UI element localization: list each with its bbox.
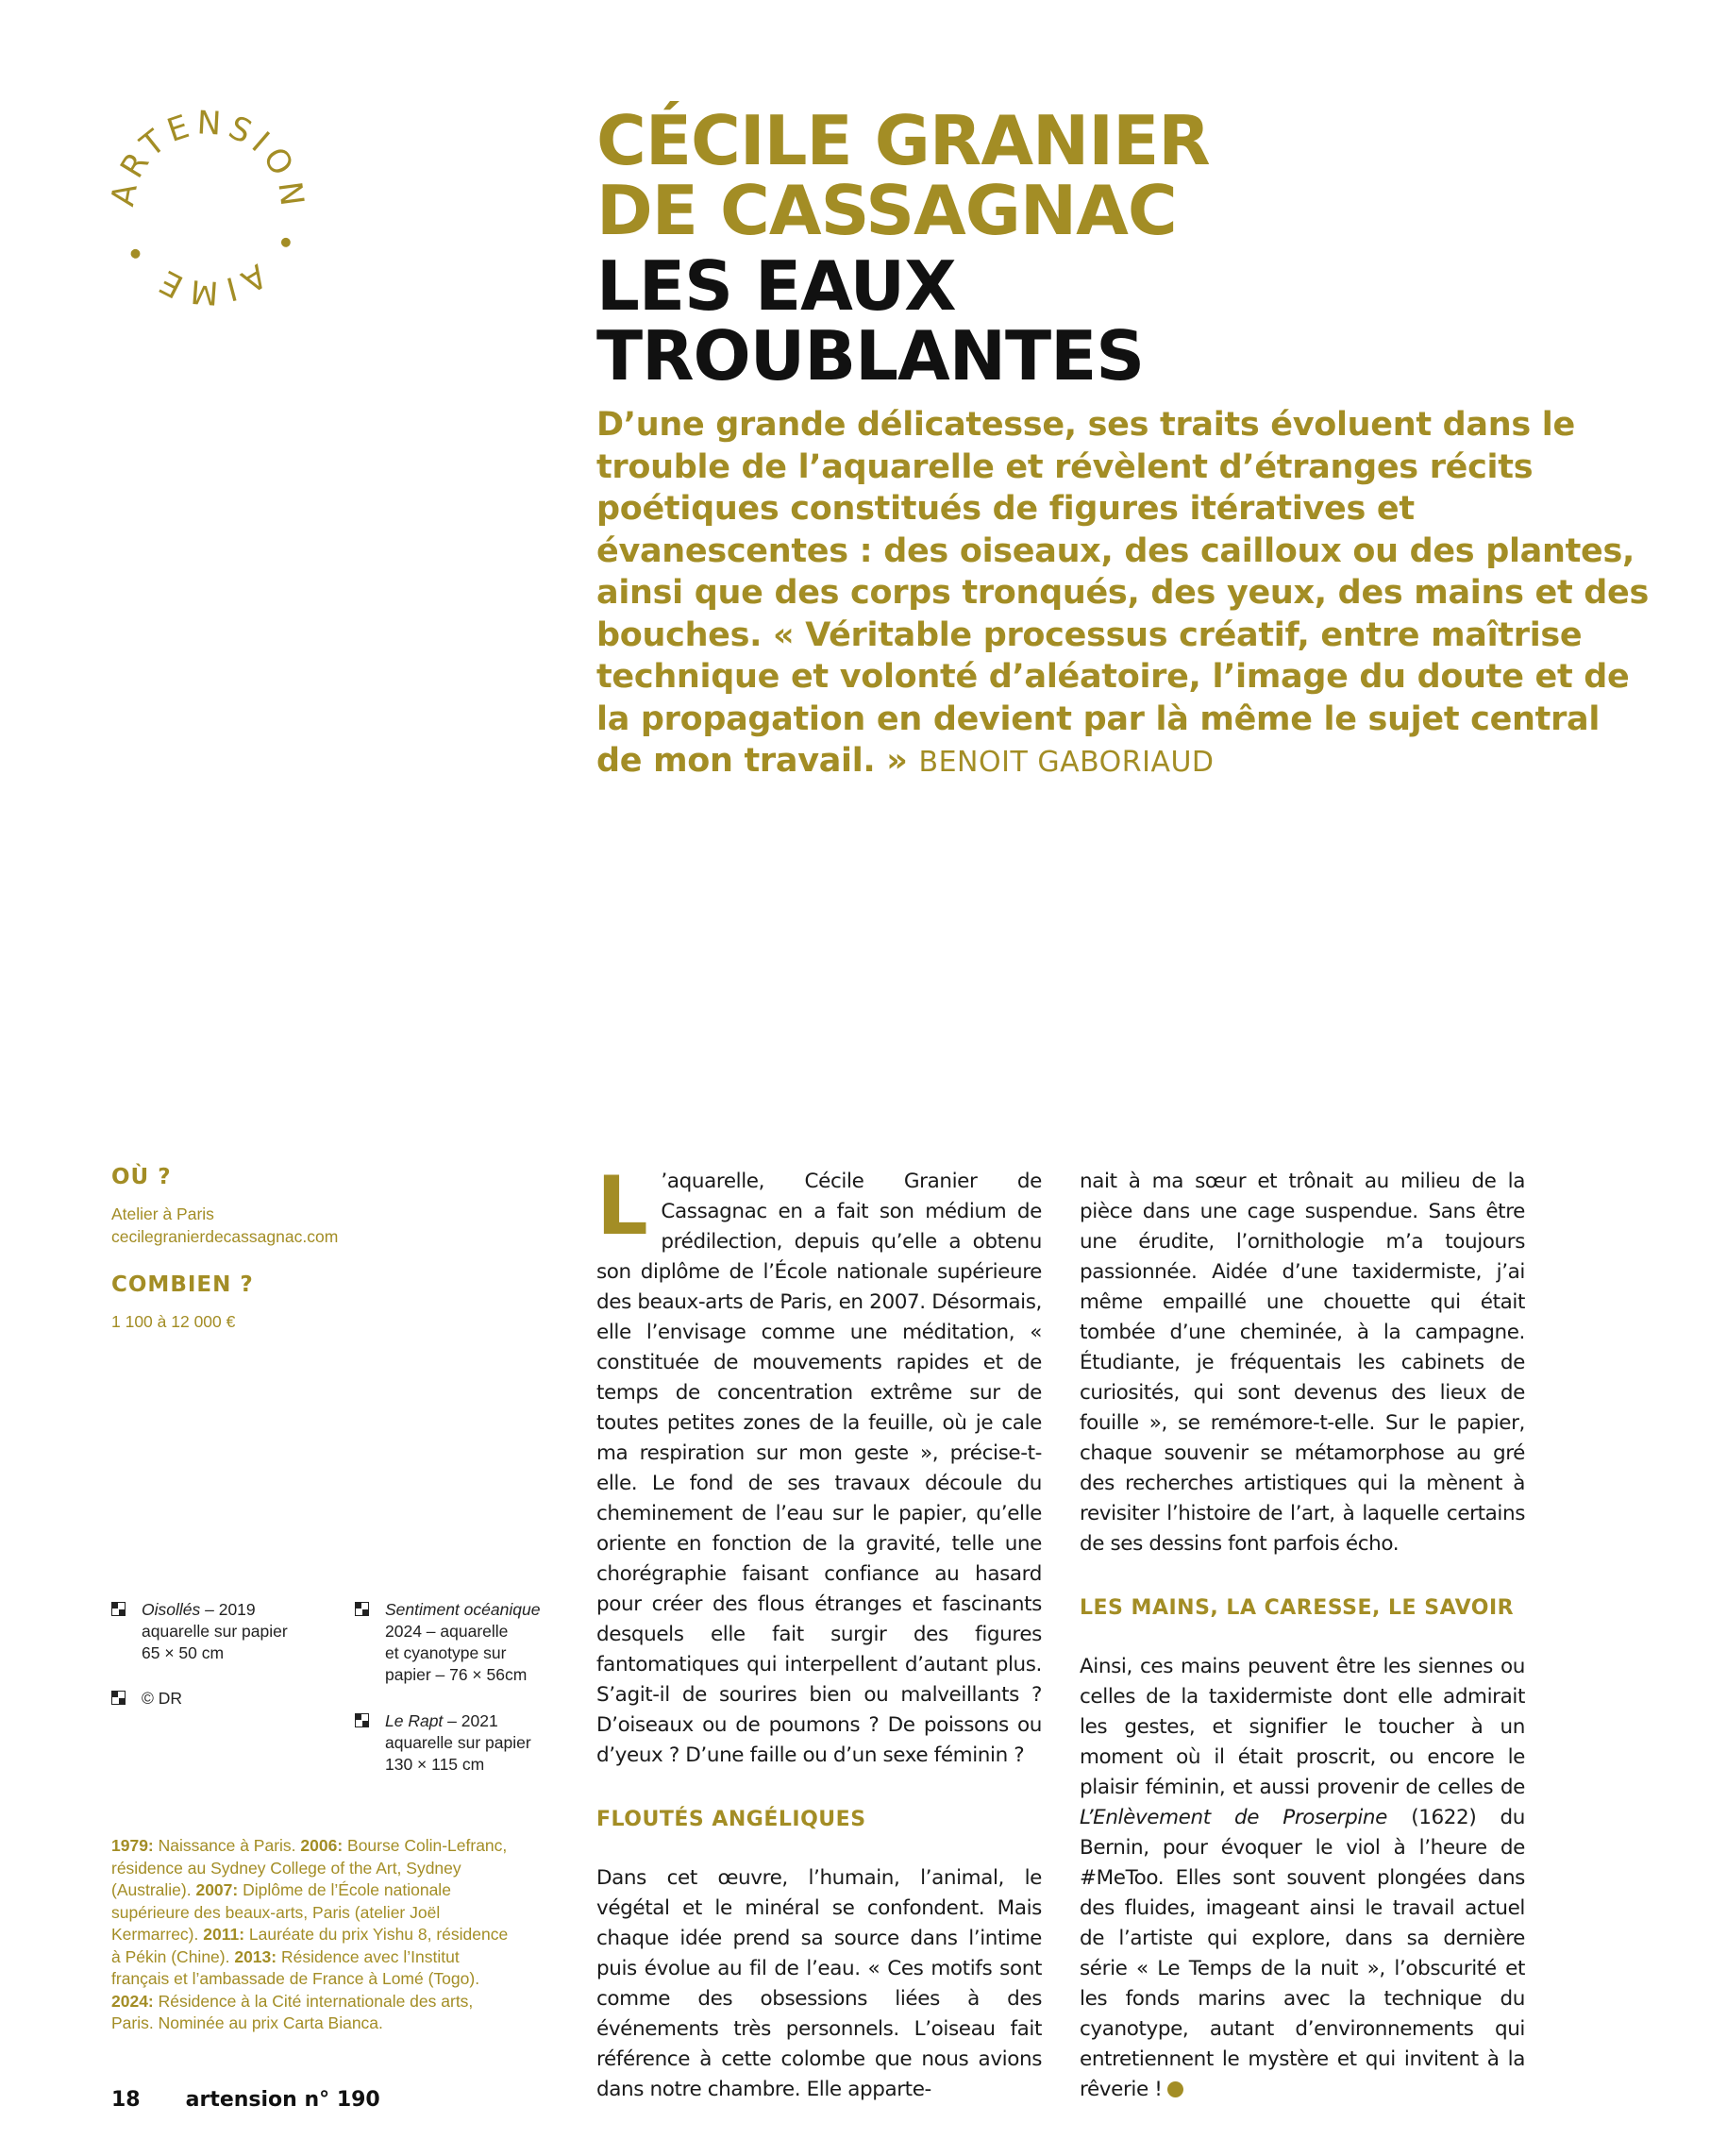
bio-entry: Naissance à Paris.	[153, 1836, 301, 1855]
image-position-icon	[111, 1602, 126, 1616]
paragraph-text: Ainsi, ces mains peuvent être les siennes ou celles de la taxidermiste dont elle admirait les gestes, et signifier le toucher à un moment où il était proscrit, ou encore le plaisir féminin, et aussi provenir de celles de	[1080, 1655, 1525, 1799]
subheading: FLOUTÉS ANGÉLIQUES	[596, 1808, 866, 1831]
image-caption	[355, 1710, 562, 1776]
image-credit	[111, 1688, 338, 1710]
caption-line: 2024 – aquarelle	[385, 1622, 509, 1641]
article-paragraph	[1080, 1652, 1525, 2105]
article-title	[596, 246, 1653, 396]
artist-name-line1: CÉCILE GRANIER	[596, 101, 1210, 180]
image-position-icon	[355, 1713, 369, 1727]
image-position-icon	[111, 1691, 126, 1705]
artwork-title: L’Enlèvement de Proserpine	[1080, 1806, 1387, 1829]
page-number: 18	[111, 2088, 141, 2112]
caption-line: et cyanotype sur	[385, 1643, 507, 1662]
article-column-2	[1080, 1167, 1525, 2105]
caption-line: aquarelle sur papier	[385, 1733, 531, 1752]
page-footer	[111, 2088, 380, 2112]
logo-text: ARTENSION • AIME •	[104, 104, 312, 312]
article-paragraph: nait à ma sœur et trônait au milieu de la pièce dans une cage suspendue. Sans être une érudite, l’ornithologie m’a toujours passionnée. Aidée d’une taxidermiste, j’ai même empaillé une chouette qui était tombée d’une cheminée, à la campagne. Étudiante, je fréquentais les cabinets de curiosités, qui sont devenus des lieux de fouille », se remémore-t-elle. Sur le papier, chaque souvenir se métamorphose au gré des recherches artistiques qui la mènent à revisiter l’histoire de l’art, à laquelle certains de ses dessins font parfois écho.	[1080, 1170, 1525, 1556]
subheading: LES MAINS, LA CARESSE, LE SAVOIR	[1080, 1596, 1515, 1620]
credit-text: © DR	[142, 1689, 183, 1708]
article-paragraph: Dans cet œuvre, l’humain, l’animal, le végétal et le minéral se confondent. Mais chaque idée prend sa source dans l’intime puis évolue au fil de l’eau. « Ces motifs sont comme des obsessions liées à des événements très personnels. L’oiseau fait référence à cette colombe que nous avions dans notre chambre. Elle apparte-	[596, 1866, 1042, 2101]
image-caption	[111, 1599, 338, 1664]
caption-title: Sentiment océanique	[385, 1600, 541, 1619]
image-position-icon	[355, 1602, 369, 1616]
paragraph-text: (1622) du Bernin, pour évoquer le viol à l’heure de #MeToo. Elles sont souvent plongées dans des fluides, imageant ainsi le travail actuel de l’artiste qui explore, dans sa dernière série « Le Temps de la nuit », l’obscurité et les fonds marins avec la technique du cyanotype, autant d’environnements qui entretiennent le mystère et qui invitent à la rêverie !	[1080, 1806, 1526, 2101]
info-box	[111, 1165, 536, 1333]
caption-line: 65 × 50 cm	[142, 1643, 225, 1662]
bio-year: 2006:	[300, 1836, 344, 1855]
caption-title: Oisollés	[142, 1600, 201, 1619]
lede-text: D’une grande délicatesse, ses traits évoluent dans le trouble de l’aquarelle et révèlent d’étranges récits poétiques constitués de figures itératives et évanescentes : des oiseaux, des cailloux ou des plantes, ainsi que des corps tronqués, des yeux, des mains et des bouches. « Véritable processus créatif, entre maîtrise technique et volonté d’aléatoire, l’image du doute et de la propagation en devient par là même le sujet central de mon travail. »	[596, 406, 1649, 780]
bio-entry: Résidence à la Cité internationale des arts, Paris. Nominée au prix Carta Bianca.	[111, 1991, 474, 2032]
bio-entry: Lauréate du prix Yishu 8, résidence à Pékin (Chine).	[111, 1925, 509, 1966]
end-mark-icon	[1167, 2081, 1183, 2097]
lede	[596, 404, 1653, 784]
bio-entry: Résidence avec l’Institut français et l’ambassade de France à Lomé (Togo).	[111, 1946, 480, 1988]
where-heading: OÙ ?	[111, 1165, 172, 1189]
caption-line: 130 × 115 cm	[385, 1755, 485, 1774]
caption-title: Le Rapt	[385, 1711, 444, 1730]
bio-entry: Bourse Colin-Lefranc, résidence au Sydney College of the Art, Sydney (Australie).	[111, 1836, 508, 1899]
bio-year: 2007:	[195, 1880, 239, 1899]
bio-entry: Diplôme de l’École nationale supérieure des beaux-arts, Paris (atelier Joël Kermarrec).	[111, 1880, 451, 1944]
artist-name-line2: DE CASSAGNAC	[596, 171, 1177, 250]
where-location: Atelier à Paris	[111, 1204, 214, 1223]
price-range: 1 100 à 12 000 €	[111, 1312, 236, 1331]
paragraph-text: ’aquarelle, Cécile Granier de Cassagnac en a fait son médium de prédilection, depuis qu’elle a obtenu son diplôme de l’École nationale supérieure des beaux-arts de Paris, en 2007. Désormais, elle l’envisage comme une méditation, « constituée de mouvements rapides et de temps de concentration extrême sur de toutes petites zones de la feuille, où je cale ma respiration sur mon geste », précise-t-elle. Le fond de ses travaux découle du cheminement de l’eau sur le papier, qu’elle oriente en fonction de la gravité, telle une chorégraphie faisant confiance au hasard pour créer des flous étranges et fascinants desquels elle fait surgir des figures fantomatiques qui interpellent d’autant plus. S’agit-il de sourires bien ou malveillants ? D’oiseaux ou de poumons ? De poissons ou d’yeux ? D’une faille ou d’un sexe féminin ?	[596, 1170, 1042, 1767]
article-title-line2: TROUBLANTES	[596, 316, 1145, 396]
price-heading: COMBIEN ?	[111, 1272, 254, 1297]
image-caption	[355, 1599, 562, 1686]
drop-cap: L	[596, 1159, 648, 1254]
bio-year: 2024:	[111, 1991, 154, 2011]
bio-year: 2011:	[203, 1925, 245, 1944]
artension-aime-logo	[99, 99, 316, 316]
article-title-line1: LES EAUX	[596, 246, 956, 326]
author-name: BENOIT GABORIAUD	[918, 746, 1215, 779]
magazine-issue: artension n° 190	[185, 2088, 380, 2112]
caption-line: – 2019	[200, 1600, 256, 1619]
caption-line: – 2021	[443, 1711, 498, 1730]
article-header	[596, 101, 1653, 784]
artist-name	[596, 101, 1653, 250]
artist-website[interactable]: cecilegranierdecassagnac.com	[111, 1227, 339, 1246]
artist-biography	[111, 1835, 517, 2035]
article-paragraph	[596, 1159, 1042, 1771]
bio-year: 2013:	[234, 1946, 277, 1966]
article-column-1	[596, 1159, 1042, 2105]
bio-year: 1979:	[111, 1836, 154, 1855]
caption-line: papier – 76 × 56cm	[385, 1665, 528, 1684]
caption-line: aquarelle sur papier	[142, 1622, 288, 1641]
